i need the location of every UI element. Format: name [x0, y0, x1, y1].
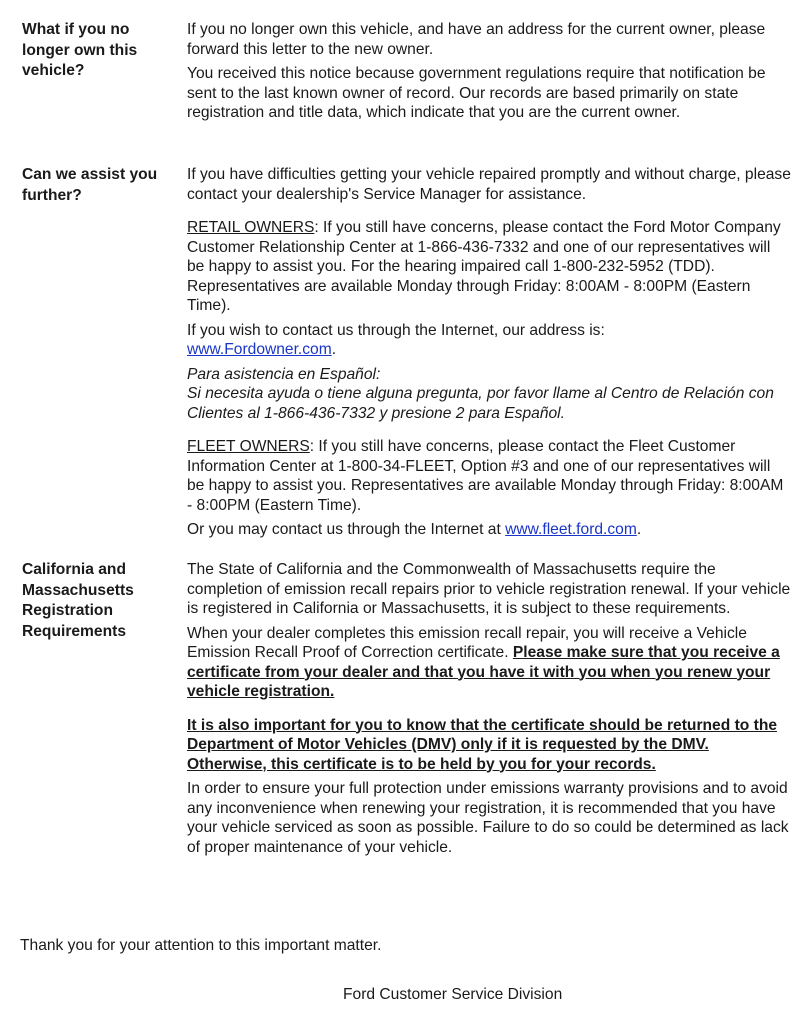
section-body-ownership: [187, 20, 792, 128]
dmv-notice: It is also important for you to know that the certificate should be returned to the Department of Motor Vehicles (DMV) only if it is requested by the DMV. Otherwise, this certificate is to be held by you for your records.: [187, 716, 778, 773]
ownership-paragraph-2: You received this notice because government regulations require that notification be sent to the last known owner of record. Our records are based primarily on state registration and title data, which indicate that you are the current owner.: [187, 65, 766, 121]
california-paragraph-4: In order to ensure your full protection under emissions warranty provisions and to avoid any inconvenience when renewing your registration, it is recommended that you have your vehicle serviced as soon as possible. Failure to do so could be determined as lack of proper maintenance of your vehicle.: [187, 780, 789, 856]
signature: Ford Customer Service Division: [343, 986, 563, 1003]
internet-end: .: [331, 341, 337, 358]
retail-owners-paragraph: [187, 218, 792, 316]
section-heading-assist: Can we assist you further?: [22, 166, 158, 204]
spanish-paragraph: [187, 365, 792, 424]
spanish-title: Para asistencia en Español:: [187, 365, 381, 383]
fordowner-link[interactable]: www.Fordowner.com: [187, 341, 332, 358]
fleet-internet-paragraph: [187, 520, 792, 540]
section-body-assist: [187, 165, 792, 545]
section-heading-ownership: What if you no longer own this vehicle?: [22, 21, 138, 79]
section-heading-california: California and Massachusetts Registration Requirements: [22, 561, 134, 640]
ownership-paragraph-1: If you no longer own this vehicle, and have an address for the current owner, please forward this letter to the new owner.: [187, 21, 766, 58]
fleet-owners-label: FLEET OWNERS: [187, 438, 310, 455]
california-paragraph-2-text: When your dealer completes this emission recall repair, you will receive a Vehicle Emission Recall Proof of Correction certificate.: [187, 624, 747, 661]
fleet-owners-text: : If you still have concerns, please contact the Fleet Customer Information Center at 1-800-34-FLEET, Option #3 and one of our representatives will be happy to assist you. Representatives are available Monday through Friday: 8:00AM - 8:00PM (Eastern Time).: [187, 438, 784, 514]
internet-paragraph: [187, 321, 792, 360]
fleet-internet-text: Or you may contact us through the Internet at: [187, 521, 506, 538]
fleet-ford-link[interactable]: www.fleet.ford.com: [505, 521, 637, 538]
fleet-owners-paragraph: [187, 437, 792, 515]
retail-owners-text: : If you still have concerns, please contact the Ford Motor Company Customer Relationship Center at 1-866-436-7332 and one of our representatives will be happy to assist you. For the hearing impaired call 1-800-232-5952 (TDD). Representatives are available Monday through Friday: 8:00AM - 8:00PM (Eastern Time).: [187, 219, 781, 314]
internet-text: If you wish to contact us through the Internet, our address is:: [187, 321, 605, 339]
california-paragraph-2: [187, 624, 792, 702]
certificate-notice: Please make sure that you receive a certificate from your dealer and that you have it with you when you renew your vehicle registration.: [187, 644, 780, 700]
spanish-text: Si necesita ayuda o tiene alguna pregunta, por favor llame al Centro de Relación con Clientes al 1-866-436-7332 y presione 2 para Español.: [187, 385, 774, 422]
fleet-internet-end: .: [636, 521, 642, 538]
california-paragraph-1: The State of California and the Commonwealth of Massachusetts require the completion of emission recall repairs prior to vehicle registration renewal. If your vehicle is registered in California or Massachusetts, it is subject to these requirements.: [187, 561, 791, 617]
assist-paragraph-1: If you have difficulties getting your vehicle repaired promptly and without charge, please contact your dealership's Service Manager for assistance.: [187, 166, 791, 203]
section-body-california: [187, 560, 792, 862]
closing-line: Thank you for your attention to this important matter.: [20, 937, 382, 954]
retail-owners-label: RETAIL OWNERS: [187, 219, 315, 236]
